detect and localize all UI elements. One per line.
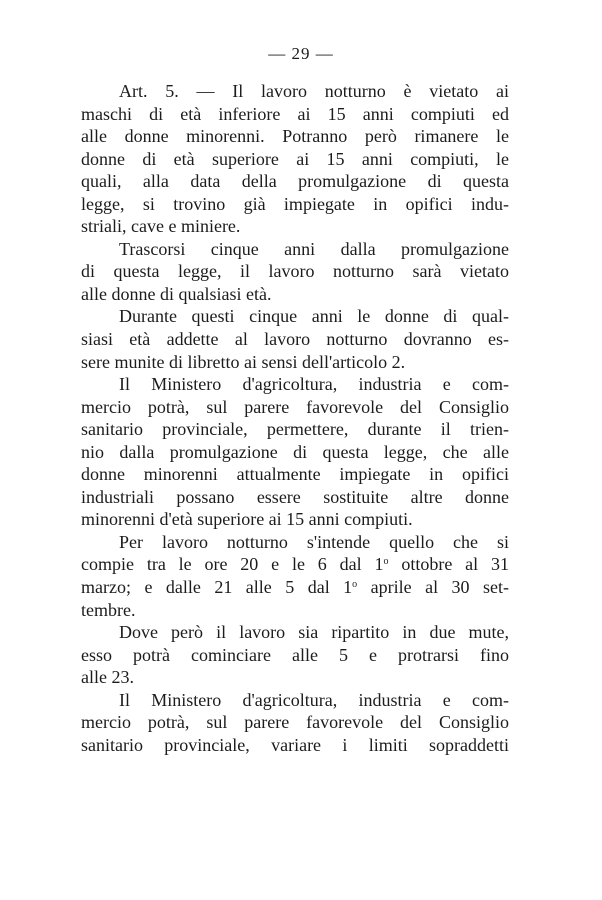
text-line: marzo; e dalle 21 alle 5 dal 1$^o$ aprile al 30 set- [81, 577, 509, 598]
text-line: Per lavoro notturno s'intende quello che si [119, 531, 509, 552]
text-line: mercio potrà, sul parere favorevole del Consiglio [81, 712, 509, 733]
text-line: alle donne di qualsiasi età. [81, 283, 272, 304]
text-line: Durante questi cinque anni le donne di qual- [119, 306, 509, 327]
ordinal-mark: o [383, 556, 389, 568]
text-line: alle donne minorenni. Potranno però rimanere le [81, 126, 509, 147]
text-line: nio dalla promulgazione di questa legge, che alle [81, 441, 509, 462]
body-text [81, 80, 509, 756]
text-line: tembre. [81, 599, 136, 620]
text-line: siasi età addette al lavoro notturno dovranno es- [81, 329, 509, 350]
text-line: Il Ministero d'agricoltura, industria e com- [119, 374, 509, 395]
text-line: Dove però il lavoro sia ripartito in due mute, [119, 622, 509, 643]
text-line: legge, si trovino già impiegate in opifici indu- [81, 193, 509, 214]
text-line: compie tra le ore 20 e le 6 dal 1$^o$ ottobre al 31 [81, 554, 509, 575]
text-line: di questa legge, il lavoro notturno sarà vietato [81, 261, 509, 282]
ordinal-mark: o [352, 579, 358, 591]
text-line: industriali possano essere sostituite altre donne [81, 486, 509, 507]
text-line: minorenni d'età superiore ai 15 anni compiuti. [81, 509, 413, 530]
text-line: Art. 5. — Il lavoro notturno è vietato ai [119, 81, 509, 101]
text-line: esso potrà cominciare alle 5 e protrarsi fino [81, 644, 509, 665]
text-line: donne di età superiore ai 15 anni compiuti, le [81, 148, 509, 169]
page-number: — 29 — [268, 44, 334, 63]
text-line: Trascorsi cinque anni dalla promulgazione [119, 238, 509, 259]
text-line: sanitario provinciale, permettere, durante il trien- [81, 419, 509, 440]
text-line: mercio potrà, sul parere favorevole del Consiglio [81, 396, 509, 417]
text-line: quali, alla data della promulgazione di questa [81, 171, 509, 192]
text-line: striali, cave e miniere. [81, 216, 241, 237]
text-line: donne minorenni attualmente impiegate in opifici [81, 464, 509, 485]
text-line: maschi di età inferiore ai 15 anni compiuti ed [81, 103, 509, 124]
text-line: sere munite di libretto ai sensi dell'articolo 2. [81, 351, 406, 372]
text-line: alle 23. [81, 667, 134, 688]
text-line: sanitario provinciale, variare i limiti sopraddetti [81, 734, 509, 755]
text-line: Il Ministero d'agricoltura, industria e com- [119, 689, 509, 710]
